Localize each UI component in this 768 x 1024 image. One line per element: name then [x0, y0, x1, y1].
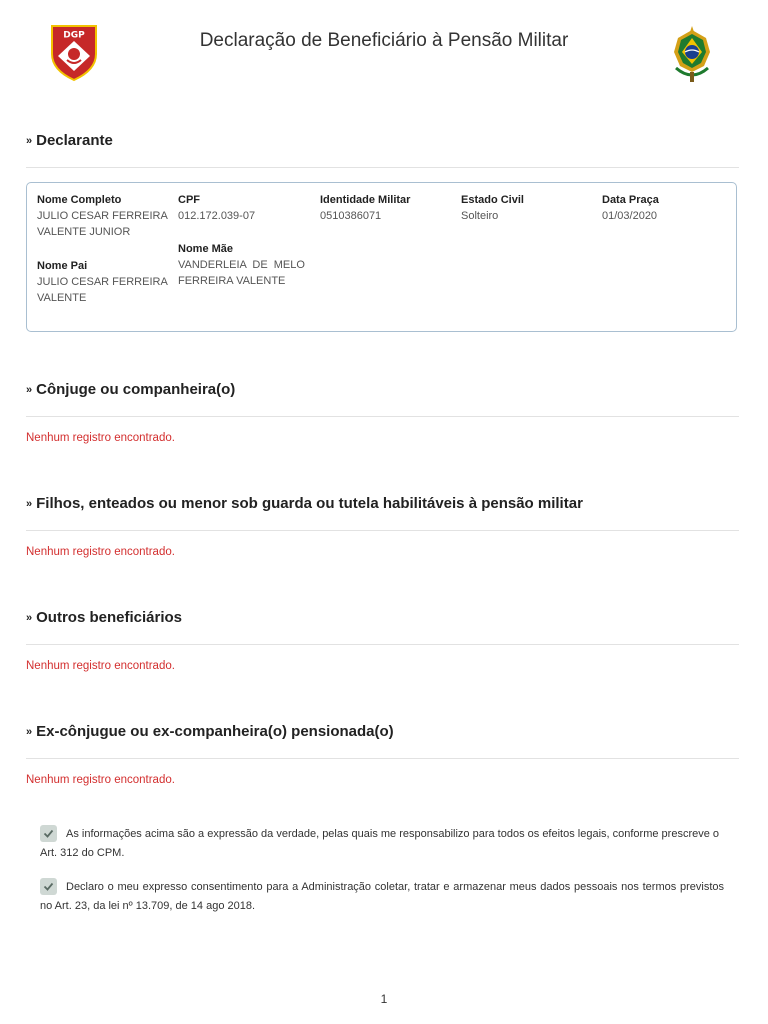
page-number: 1	[380, 992, 388, 1006]
empty-message: Nenhum registro encontrado.	[26, 660, 175, 672]
chevron-right-icon: »	[26, 726, 33, 738]
section-divider	[26, 167, 739, 168]
section-divider	[26, 644, 739, 645]
section-divider	[26, 530, 739, 531]
consent-truth-statement	[40, 825, 724, 863]
empty-message: Nenhum registro encontrado.	[26, 774, 175, 786]
check-icon	[43, 881, 54, 892]
consent-data-processing	[40, 878, 724, 916]
section-divider	[26, 416, 739, 417]
section-title-conjuge: » Cônjuge ou companheira(o)	[26, 381, 236, 398]
consent-text: As informações acima são a expressão da verdade, pelas quais me responsabilizo para todos os efeitos legais, conforme prescreve o Art. 312 do CPM.	[40, 828, 720, 859]
data-consent-checkbox[interactable]	[40, 878, 57, 895]
field-nome-completo: Nome Completo JULIO CESAR FERREIRA VALENTE JUNIOR	[37, 194, 168, 238]
truth-checkbox[interactable]	[40, 825, 57, 842]
chevron-right-icon: »	[26, 384, 33, 396]
declarante-card	[26, 182, 737, 332]
field-data-praca: Data Praça 01/03/2020	[602, 194, 659, 222]
empty-message: Nenhum registro encontrado.	[26, 432, 175, 444]
empty-message: Nenhum registro encontrado.	[26, 546, 175, 558]
army-emblem-icon	[670, 24, 714, 84]
chevron-right-icon: »	[26, 498, 33, 510]
field-estado-civil: Estado Civil Solteiro	[461, 194, 524, 222]
consent-text: Declaro o meu expresso consentimento para a Administração coletar, tratar e armazenar meus dados pessoais nos termos previstos no Art. 23, da lei nº 13.709, de 14 ago 2018.	[40, 881, 724, 912]
section-title-filhos: » Filhos, enteados ou menor sob guarda ou tutela habilitáveis à pensão militar	[26, 495, 583, 512]
field-cpf: CPF 012.172.039-07	[178, 194, 256, 222]
section-divider	[26, 758, 739, 759]
page-header	[0, 0, 768, 90]
section-title-declarante: » Declarante	[26, 132, 113, 149]
chevron-right-icon: »	[26, 612, 33, 624]
check-icon	[43, 828, 54, 839]
field-identidade-militar: Identidade Militar 0510386071	[320, 194, 411, 222]
dgp-logo-text: DGP	[63, 30, 85, 41]
field-nome-pai: Nome Pai JULIO CESAR FERREIRA VALENTE	[37, 260, 168, 304]
document-title: Declaração de Beneficiário à Pensão Militar	[199, 30, 569, 51]
chevron-right-icon: »	[26, 135, 33, 147]
field-nome-mae: Nome Mãe VANDERLEIA DE MELO FERREIRA VALENTE	[178, 243, 305, 287]
section-title-outros-beneficiarios: » Outros beneficiários	[26, 609, 182, 626]
section-title-ex-conjuge: » Ex-cônjugue ou ex-companheira(o) pensionada(o)	[26, 723, 394, 740]
